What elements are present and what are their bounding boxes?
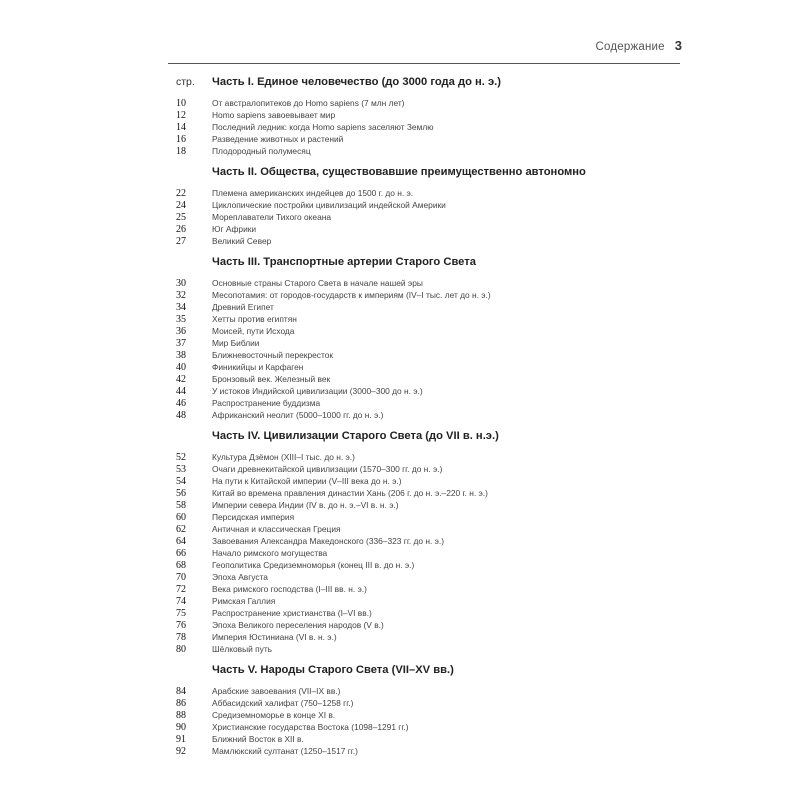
part-title: Часть III. Транспортные артерии Старого Света xyxy=(212,256,476,268)
entry-title: Очаги древнекитайской цивилизации (1570–300 гг. до н. э.) xyxy=(212,464,443,474)
toc-entry[interactable] xyxy=(176,548,676,560)
entry-page-number: 18 xyxy=(176,146,186,157)
toc-entry[interactable] xyxy=(176,710,676,722)
toc-entry[interactable] xyxy=(176,410,676,422)
entry-page-number: 86 xyxy=(176,698,186,709)
entry-title: Великий Север xyxy=(212,236,272,246)
entry-page-number: 34 xyxy=(176,302,186,313)
part-heading xyxy=(176,256,676,272)
entry-title: Африканский неолит (5000–1000 гг. до н. э.) xyxy=(212,410,384,420)
part-heading xyxy=(176,664,676,680)
entry-title: Племена американских индейцев до 1500 г. до н. э. xyxy=(212,188,414,198)
entry-page-number: 53 xyxy=(176,464,186,475)
entry-page-number: 66 xyxy=(176,548,186,559)
page-number: 3 xyxy=(674,38,682,53)
toc-entry[interactable] xyxy=(176,224,676,236)
entry-title: Начало римского могущества xyxy=(212,548,328,558)
entry-page-number: 80 xyxy=(176,644,186,655)
entry-page-number: 48 xyxy=(176,410,186,421)
entry-title: Бронзовый век. Железный век xyxy=(212,374,331,384)
entry-title: Геополитика Средиземноморья (конец III в. до н. э.) xyxy=(212,560,415,570)
part-gap xyxy=(176,248,676,256)
toc-entry[interactable] xyxy=(176,698,676,710)
toc-entry[interactable] xyxy=(176,608,676,620)
entry-title: Моисей, пути Исхода xyxy=(212,326,295,336)
toc-entry[interactable] xyxy=(176,560,676,572)
entry-title: Хетты против египтян xyxy=(212,314,297,324)
page-header xyxy=(596,38,682,53)
toc-entry[interactable] xyxy=(176,350,676,362)
header-divider xyxy=(168,63,680,64)
entry-page-number: 10 xyxy=(176,98,186,109)
entry-title: Ближний Восток в XII в. xyxy=(212,734,304,744)
toc-entry[interactable] xyxy=(176,362,676,374)
entry-page-number: 70 xyxy=(176,572,186,583)
toc-entry[interactable] xyxy=(176,110,676,122)
part-heading xyxy=(176,166,676,182)
entry-page-number: 60 xyxy=(176,512,186,523)
entry-title: Мир Библии xyxy=(212,338,260,348)
entry-title: Месопотамия: от городов-государств к империям (IV–I тыс. лет до н. э.) xyxy=(212,290,491,300)
part-title: Часть V. Народы Старого Света (VII–XV вв.) xyxy=(212,664,454,676)
toc-entry[interactable] xyxy=(176,746,676,758)
entry-page-number: 26 xyxy=(176,224,186,235)
toc-entry[interactable] xyxy=(176,134,676,146)
entry-page-number: 25 xyxy=(176,212,186,223)
toc-entry[interactable] xyxy=(176,536,676,548)
toc-entry[interactable] xyxy=(176,524,676,536)
entry-page-number: 24 xyxy=(176,200,186,211)
entry-title: Мамлюкский султанат (1250–1517 гг.) xyxy=(212,746,358,756)
entry-page-number: 75 xyxy=(176,608,186,619)
entry-title: Распространение буддизма xyxy=(212,398,321,408)
toc-entry[interactable] xyxy=(176,302,676,314)
entry-page-number: 27 xyxy=(176,236,186,247)
entry-title: Христианские государства Востока (1098–1291 гг.) xyxy=(212,722,409,732)
entry-title: Юг Африки xyxy=(212,224,257,234)
entry-title: Римская Галлия xyxy=(212,596,276,606)
entry-page-number: 91 xyxy=(176,734,186,745)
part-heading xyxy=(176,430,676,446)
entry-page-number: 40 xyxy=(176,362,186,373)
entry-title: Основные страны Старого Света в начале нашей эры xyxy=(212,278,423,288)
entry-title: Античная и классическая Греция xyxy=(212,524,341,534)
entry-title: Китай во времена правления династии Хань (206 г. до н. э.–220 г. н. э.) xyxy=(212,488,488,498)
entry-title: Аббасидский халифат (750–1258 гг.) xyxy=(212,698,354,708)
toc-entry[interactable] xyxy=(176,122,676,134)
toc-entry[interactable] xyxy=(176,512,676,524)
table-of-contents xyxy=(176,76,676,758)
toc-entry[interactable] xyxy=(176,398,676,410)
toc-entry[interactable] xyxy=(176,722,676,734)
part-gap xyxy=(176,158,676,166)
toc-entry[interactable] xyxy=(176,620,676,632)
toc-entry[interactable] xyxy=(176,686,676,698)
part-gap xyxy=(176,656,676,664)
entry-page-number: 72 xyxy=(176,584,186,595)
entry-page-number: 38 xyxy=(176,350,186,361)
entry-title: Плодородный полумесяц xyxy=(212,146,311,156)
toc-entry[interactable] xyxy=(176,584,676,596)
entry-title: На пути к Китайской империи (V–III века до н. э.) xyxy=(212,476,402,486)
toc-entry[interactable] xyxy=(176,290,676,302)
toc-entry[interactable] xyxy=(176,188,676,200)
toc-entry[interactable] xyxy=(176,644,676,656)
entry-page-number: 30 xyxy=(176,278,186,289)
entry-title: Ближневосточный перекресток xyxy=(212,350,334,360)
entry-page-number: 46 xyxy=(176,398,186,409)
part-heading xyxy=(176,76,676,92)
page-column-label: стр. xyxy=(176,76,195,88)
part-title: Часть I. Единое человечество (до 3000 года до н. э.) xyxy=(212,76,502,88)
entry-title: Древний Египет xyxy=(212,302,274,312)
entry-title: Последний ледник: когда Homo sapiens заселяют Землю xyxy=(212,122,434,132)
entry-page-number: 68 xyxy=(176,560,186,571)
entry-page-number: 35 xyxy=(176,314,186,325)
toc-entry[interactable] xyxy=(176,200,676,212)
entry-page-number: 16 xyxy=(176,134,186,145)
entry-title: Циклопические постройки цивилизаций индейской Америки xyxy=(212,200,446,210)
entry-page-number: 90 xyxy=(176,722,186,733)
entry-title: Эпоха Августа xyxy=(212,572,268,582)
entry-page-number: 32 xyxy=(176,290,186,301)
toc-entry[interactable] xyxy=(176,314,676,326)
header-title: Содержание xyxy=(595,41,665,53)
entry-title: Эпоха Великого переселения народов (V в.) xyxy=(212,620,384,630)
entry-page-number: 74 xyxy=(176,596,186,607)
toc-entry[interactable] xyxy=(176,212,676,224)
entry-page-number: 76 xyxy=(176,620,186,631)
entry-title: Империя Юстиниана (VI в. н. э.) xyxy=(212,632,337,642)
toc-entry[interactable] xyxy=(176,572,676,584)
entry-title: Финикийцы и Карфаген xyxy=(212,362,304,372)
entry-page-number: 84 xyxy=(176,686,186,697)
entry-page-number: 64 xyxy=(176,536,186,547)
toc-entry[interactable] xyxy=(176,326,676,338)
toc-entry[interactable] xyxy=(176,500,676,512)
entry-page-number: 14 xyxy=(176,122,186,133)
entry-title: Мореплаватели Тихого океана xyxy=(212,212,332,222)
entry-page-number: 37 xyxy=(176,338,186,349)
entry-title: Культура Дзёмон (XIII–I тыс. до н. э.) xyxy=(212,452,355,462)
toc-entry[interactable] xyxy=(176,98,676,110)
toc-entry[interactable] xyxy=(176,338,676,350)
toc-entry[interactable] xyxy=(176,464,676,476)
entry-title: Империи севера Индии (IV в. до н. э.–VI в. н. э.) xyxy=(212,500,399,510)
entry-page-number: 44 xyxy=(176,386,186,397)
part-title: Часть IV. Цивилизации Старого Света (до VII в. н.э.) xyxy=(212,430,499,442)
entry-page-number: 54 xyxy=(176,476,186,487)
entry-page-number: 56 xyxy=(176,488,186,499)
entry-page-number: 92 xyxy=(176,746,186,757)
toc-entry[interactable] xyxy=(176,488,676,500)
entry-page-number: 58 xyxy=(176,500,186,511)
entry-title: Персидская империя xyxy=(212,512,295,522)
part-title: Часть II. Общества, существовавшие преимущественно автономно xyxy=(212,166,586,178)
entry-title: Века римского господства (I–III вв. н. э.) xyxy=(212,584,367,594)
entry-page-number: 42 xyxy=(176,374,186,385)
toc-entry[interactable] xyxy=(176,632,676,644)
toc-entry[interactable] xyxy=(176,386,676,398)
toc-entry[interactable] xyxy=(176,476,676,488)
entry-page-number: 78 xyxy=(176,632,186,643)
entry-title: У истоков Индийской цивилизации (3000–300 до н. э.) xyxy=(212,386,423,396)
entry-title: Разведение животных и растений xyxy=(212,134,344,144)
entry-title: Завоевания Александра Македонского (336–323 гг. до н. э.) xyxy=(212,536,445,546)
entry-page-number: 36 xyxy=(176,326,186,337)
entry-title: Распространение христианства (I–VI вв.) xyxy=(212,608,372,618)
toc-entry[interactable] xyxy=(176,452,676,464)
toc-entry[interactable] xyxy=(176,146,676,158)
entry-title: Средиземноморье в конце XI в. xyxy=(212,710,336,720)
toc-entry[interactable] xyxy=(176,278,676,290)
toc-entry[interactable] xyxy=(176,236,676,248)
entry-title: От австралопитеков до Homo sapiens (7 млн лет) xyxy=(212,98,405,108)
entry-page-number: 52 xyxy=(176,452,186,463)
part-gap xyxy=(176,422,676,430)
toc-entry[interactable] xyxy=(176,374,676,386)
entry-page-number: 22 xyxy=(176,188,186,199)
entry-title: Арабские завоевания (VII–IX вв.) xyxy=(212,686,341,696)
entry-page-number: 62 xyxy=(176,524,186,535)
entry-title: Шёлковый путь xyxy=(212,644,273,654)
entry-page-number: 88 xyxy=(176,710,186,721)
toc-entry[interactable] xyxy=(176,734,676,746)
toc-entry[interactable] xyxy=(176,596,676,608)
entry-title: Homo sapiens завоевывает мир xyxy=(212,110,336,120)
entry-page-number: 12 xyxy=(176,110,186,121)
